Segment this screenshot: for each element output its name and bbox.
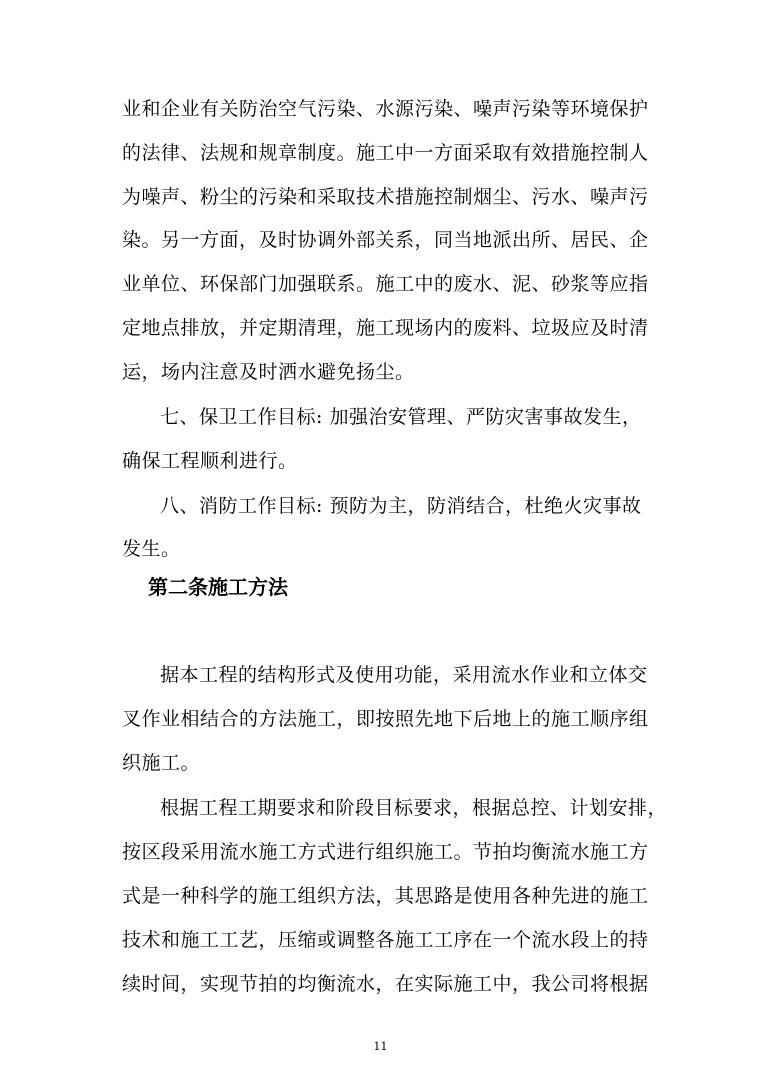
text-line: 染。另一方面，及时协调外部关系，同当地派出所、居民、企: [122, 229, 649, 251]
section-heading: 第二条施工方法: [148, 575, 288, 599]
text-line: 式是一种科学的施工组织方法，其思路是使用各种先进的施工: [122, 885, 649, 907]
text-line: 业和企业有关防治空气污染、水源污染、噪声污染等环境保护: [122, 98, 649, 120]
text-line-indented: 七、保卫工作目标: 加强治安管理、严防灾害事故发生，: [160, 406, 642, 428]
text-line: 技术和施工工艺，压缩或调整各施工工序在一个流水段上的持: [122, 929, 649, 951]
text-line: 确保工程顺利进行。: [122, 450, 298, 472]
text-line: 织施工。: [122, 752, 201, 774]
text-line-indented: 八、消防工作目标: 预防为主，防消结合，杜绝火灾事故: [160, 495, 642, 517]
page-number: 11: [373, 1040, 388, 1053]
text-line: 叉作业相结合的方法施工，即按照先地下后地上的施工顺序组: [122, 708, 649, 730]
text-line: 运，场内注意及时洒水避免扬尘。: [122, 361, 415, 383]
text-line: 的法律、法规和规章制度。施工中一方面采取有效措施控制人: [122, 142, 649, 164]
text-line: 定地点排放，并定期清理，施工现场内的废料、垃圾应及时清: [122, 317, 649, 339]
text-line-indented: 据本工程的结构形式及使用功能，采用流水作业和立体交: [160, 664, 648, 686]
text-line-indented: 根据工程工期要求和阶段目标要求，根据总控、计划安排，: [160, 797, 668, 819]
text-line: 续时间，实现节拍的均衡流水，在实际施工中，我公司将根据: [122, 973, 649, 995]
text-line: 按区段采用流水施工方式进行组织施工。节拍均衡流水施工方: [122, 841, 649, 863]
text-line: 为噪声、粉尘的污染和采取技术措施控制烟尘、污水、噪声污: [122, 186, 649, 208]
text-line: 发生。: [122, 538, 181, 560]
text-line: 业单位、环保部门加强联系。施工中的废水、泥、砂浆等应指: [122, 273, 649, 295]
